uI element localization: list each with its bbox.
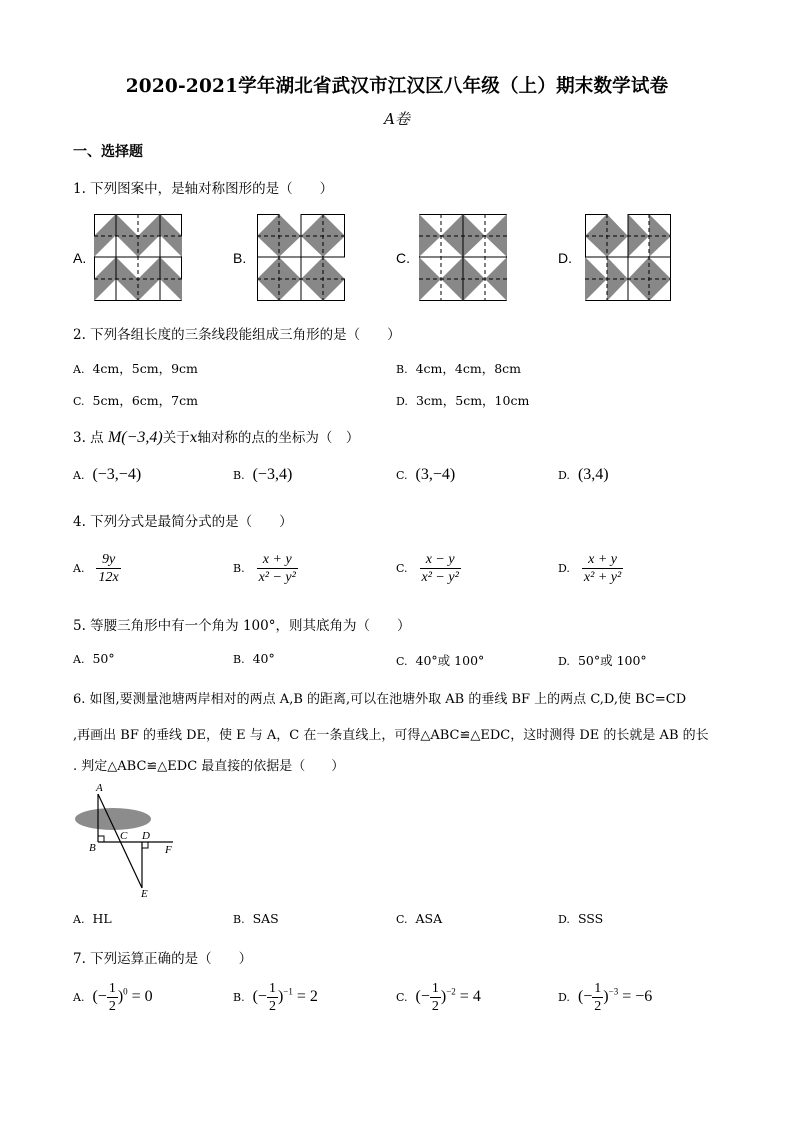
q2-option-a: A. 4cm，5cm，9cm xyxy=(73,361,198,376)
q7-option-b: B. (− $\frac{1}{2}$ )$^{-1}$ = 2 xyxy=(233,981,318,1014)
question-2-stem: 2. 下列各组长度的三条线段能组成三角形的是（ ） xyxy=(73,327,401,343)
fraction: $\frac{x + y}{\text{x² − y²}}$ xyxy=(258,552,296,585)
fraction-one-half: $\frac{1}{2}$ xyxy=(268,981,276,1014)
question-5-stem: 5. 等腰三角形中有一个角为 100°，则其底角为（ ） xyxy=(73,618,411,634)
q7-option-d: D. (− $\frac{1}{2}$ )$^{-3}$ = −6 xyxy=(558,981,653,1014)
point-label-e: E xyxy=(141,888,148,900)
question-6-line-3: . 判定△ABC≌△EDC 最直接的依据是（ ） xyxy=(73,759,345,774)
q6-option-a: A. HL xyxy=(73,911,112,926)
question-7-stem: 7. 下列运算正确的是（ ） xyxy=(73,951,253,967)
fraction-one-half: $\frac{1}{2}$ xyxy=(431,981,439,1014)
q2-option-b: B. 4cm，4cm，8cm xyxy=(396,361,522,376)
q1-option-c-label: C. xyxy=(396,250,410,266)
exam-subtitle: A卷 xyxy=(384,110,410,128)
question-3-stem: 3. 点 M(−3,4)关于x轴对称的点的坐标为（ ） xyxy=(73,429,360,446)
q6-option-b: B. SAS xyxy=(233,911,279,926)
q5-option-a: A. 50° xyxy=(73,651,115,666)
question-4-stem: 4. 下列分式是最简分式的是（ ） xyxy=(73,514,293,530)
q4-option-b: B. $\frac{x + y}{\text{x² − y²}}$ xyxy=(233,552,296,585)
q5-option-c: C. 40°或 100° xyxy=(396,653,485,668)
fraction: $\frac{x + y}{\text{x² + y²}}$ xyxy=(583,552,622,585)
q3-option-c: C. (3,−4) xyxy=(396,466,456,483)
q1-pattern-b xyxy=(257,214,345,301)
q1-option-d-label: D. xyxy=(558,250,572,266)
q2-option-d: D. 3cm，5cm，10cm xyxy=(396,393,530,408)
point-label-a: A xyxy=(96,782,103,794)
q2-option-c: C. 5cm，6cm，7cm xyxy=(73,393,198,408)
section-heading: 一、选择题 xyxy=(73,144,143,160)
q5-option-d: D. 50°或 100° xyxy=(558,653,647,668)
fraction: $\frac{9y}{12x}$ xyxy=(98,552,119,585)
fraction-one-half: $\frac{1}{2}$ xyxy=(108,981,116,1014)
q3-option-a: A. (−3,−4) xyxy=(73,466,142,483)
q1-pattern-c xyxy=(419,214,507,301)
question-6-line-1: 6. 如图,要测量池塘两岸相对的两点 A,B 的距离,可以在池塘外取 AB 的垂线 BF 上的两点 C,D,使 BC=CD xyxy=(73,692,687,707)
point-label-d: D xyxy=(142,830,150,842)
q6-pond-figure xyxy=(68,780,188,900)
q1-pattern-a xyxy=(94,214,182,301)
q1-option-a-label: A. xyxy=(73,250,87,266)
q4-option-a: A. $\frac{9y}{12x}$ xyxy=(73,552,119,585)
q1-pattern-d xyxy=(585,214,671,301)
q4-option-c: C. $\frac{x - y}{\text{x² − y²}}$ xyxy=(396,552,459,585)
q5-option-b: B. 40° xyxy=(233,651,275,666)
q7-option-a: A. (− $\frac{1}{2}$ )$^0$ = 0 xyxy=(73,981,153,1014)
point-label-f: F xyxy=(165,844,172,856)
exam-title: 2020-2021学年湖北省武汉市江汉区八年级（上）期末数学试卷 xyxy=(125,76,669,97)
q4-option-d: D. $\frac{x + y}{\text{x² + y²}}$ xyxy=(558,552,622,585)
q1-option-b-label: B. xyxy=(233,250,247,266)
q3-option-b: B. (−3,4) xyxy=(233,466,293,483)
question-1-stem: 1. 下列图案中，是轴对称图形的是（ ） xyxy=(73,181,334,197)
point-label-c: C xyxy=(120,830,128,842)
question-6-line-2: ,再画出 BF 的垂线 DE，使 E 与 A，C 在一条直线上，可得△ABC≌△EDC，这时测得 DE 的长就是 AB 的长 xyxy=(73,728,709,743)
q3-option-d: D. (3,4) xyxy=(558,466,609,483)
q6-option-d: D. SSS xyxy=(558,911,604,926)
fraction: $\frac{x - y}{\text{x² − y²}}$ xyxy=(421,552,459,585)
point-label-b: B xyxy=(89,842,96,854)
fraction-one-half: $\frac{1}{2}$ xyxy=(594,981,602,1014)
q7-option-c: C. (− $\frac{1}{2}$ )$^{-2}$ = 4 xyxy=(396,981,481,1014)
q6-option-c: C. ASA xyxy=(396,911,443,926)
